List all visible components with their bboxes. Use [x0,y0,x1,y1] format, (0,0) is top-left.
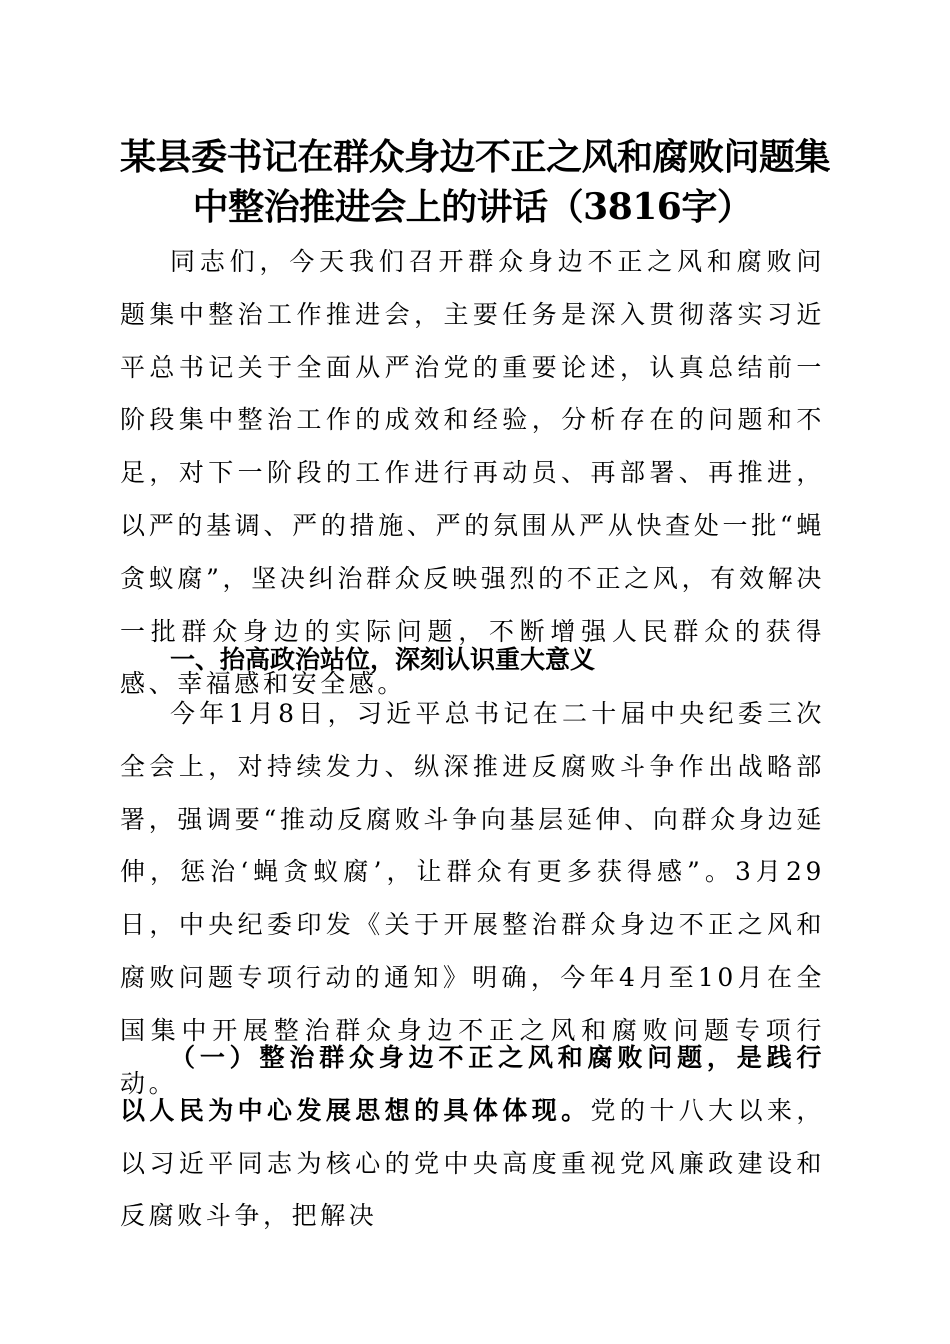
subsection-1-text: 党的十八大以来，以习近平同志为核心的党中央高度重视党风廉政建设和反腐败斗争，把解决 [120,1095,825,1231]
subsection-1-paragraph [120,1032,825,1243]
section-1-paragraph: 今年1月8日，习近平总书记在二十届中央纪委三次全会上，对持续发力、纵深推进反腐败斗争作出战略部署，强调要“推动反腐败斗争向基层延伸、向群众身边延伸，惩治‘蝇贪蚁腐’，让群众有更多获得感”。3月29日，中央纪委印发《关于开展整治群众身边不正之风和腐败问题专项行动的通知》明确，今年4月至10月在全国集中开展整治群众身边不正之风和腐败问题专项行动。 [120,699,825,1098]
opening-paragraph: 同志们，今天我们召开群众身边不正之风和腐败问题集中整治工作推进会，主要任务是深入贯彻落实习近平总书记关于全面从严治党的重要论述，认真总结前一阶段集中整治工作的成效和经验，分析存在的问题和不足，对下一阶段的工作进行再动员、再部署、再推进，以严的基调、严的措施、严的氛围从严从快查处一批“蝇贪蚁腐”，坚决纠治群众反映强烈的不正之风，有效解决一批群众身边的实际问题，不断增强人民群众的获得感、幸福感和安全感。 [120,247,825,699]
subsection-heading-1: （一）整治群众身边不正之风和腐败问题，是践行以人民为中心发展思想的具体体现。 [120,1043,825,1125]
document-title-line-1: 某县委书记在群众身边不正之风和腐败问题集 [120,136,831,178]
section-heading-1: 一、抬高政治站位，深刻认识重大意义 [170,645,596,674]
document-title-line-2: 中整治推进会上的讲话（3816字） [192,186,753,228]
